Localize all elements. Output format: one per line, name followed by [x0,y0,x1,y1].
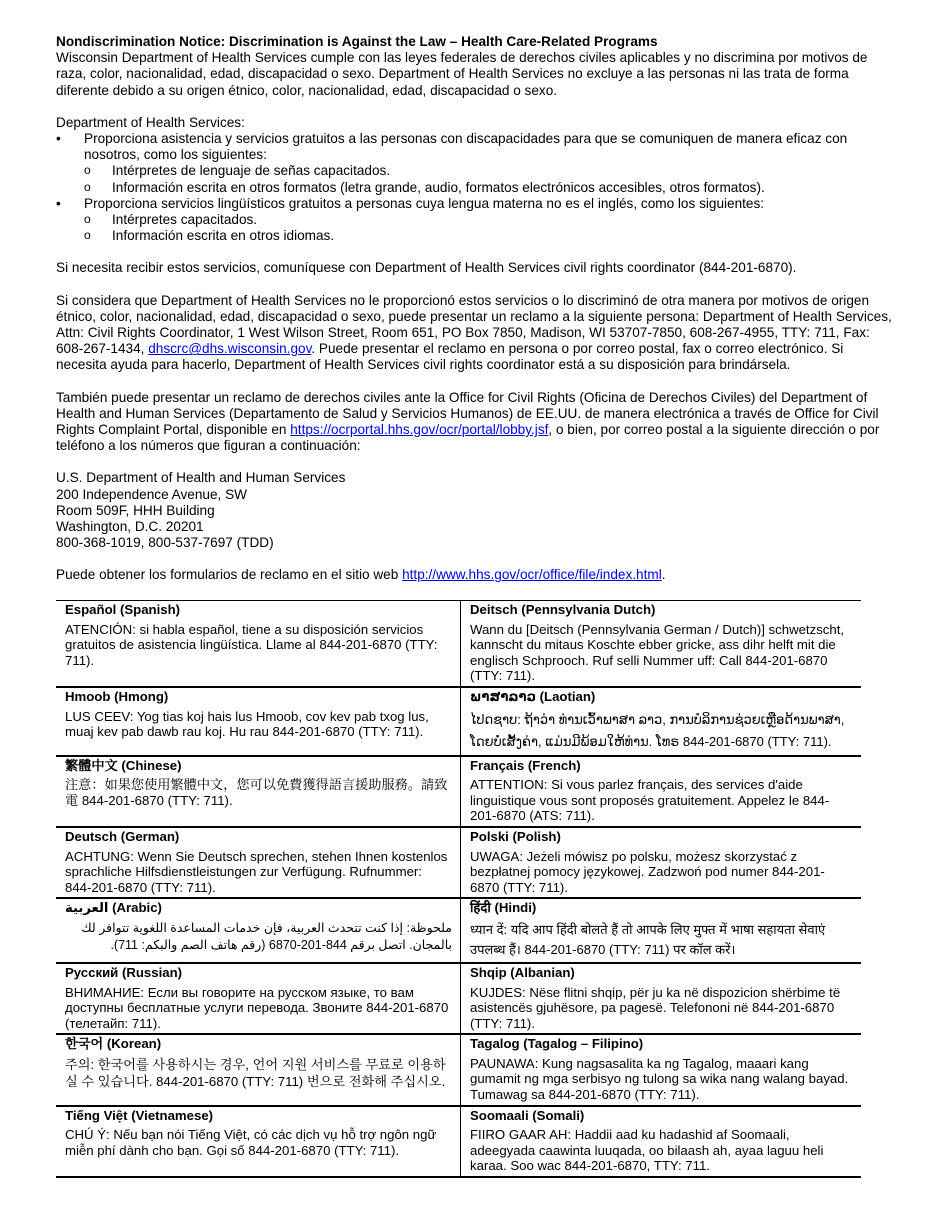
dept-label: Department of Health Services: [56,114,245,130]
language-text: ملحوظة: إذا كنت تتحدث العربية، فإن خدمات المساعدة اللغوية تتوافر لك بالمجان. اتصل برقم 844-201-6870 (رقم هاتف الصم والبكم: 711). [81,920,452,952]
language-header: Tiếng Việt (Vietnamese) [65,1107,214,1123]
table-row [56,963,861,1034]
language-text: ATENCIÓN: si habla español, tiene a su disposición servicios gratuitos de asistencia lingüística. Llame al 844-201-6870 (TTY: 711). [65,621,438,668]
table-row [56,898,861,963]
language-header: ພາສາລາວ (Laotian) [470,688,596,704]
language-text: FIIRO GAAR AH: Haddii aad ku hadashid af Soomaali, adeegyada caawinta luuqada, oo bilaash ah, ayaa laguu heli karaa. Soo wac 844-201-6870, TTY: 711. [470,1127,824,1174]
language-cell-hmong [56,687,461,756]
language-cell-hindi [461,898,862,963]
table-row [56,601,861,687]
language-header: Soomaali (Somali) [470,1107,585,1123]
language-header: Shqip (Albanian) [470,964,575,980]
language-cell-pennsylvania-dutch [461,601,862,687]
table-row [56,756,861,827]
table-row [56,1034,861,1105]
language-cell-arabic [56,898,461,963]
address-line: U.S. Department of Health and Human Services [56,470,346,486]
list-item: o Intérpretes capacitados. [84,212,896,228]
ocr-portal-link[interactable]: https://ocrportal.hhs.gov/ocr/portal/lobby.jsf [290,422,549,438]
notice [56,34,896,584]
address-line: Washington, D.C. 20201 [56,519,204,535]
complaint-text-end: . Puede presentar el reclamo en persona o por correo postal, fax o correo electrónico. Si necesita ayuda para hacerlo, Department of Health Services civil rights coordinator está a su disposición para brindársela. [56,341,844,373]
language-cell-laotian [461,687,862,756]
list-item: o Información escrita en otros formatos (letra grande, audio, formatos electrónicos accesibles, otros formatos). [84,180,896,196]
language-table [56,600,861,1178]
language-text: ACHTUNG: Wenn Sie Deutsch sprechen, stehen Ihnen kostenlos sprachliche Hilfsdienstleistungen zur Verfügung. Rufnummer: 844-201-6870 (TTY: 711). [65,848,448,895]
language-text: 注意：如果您使用繁體中文，您可以免費獲得語言援助服務。請致電 844-201-6870 (TTY: 711). [65,777,448,808]
language-cell-somali [461,1106,862,1177]
language-text: ध्यान दें: यदि आप हिंदी बोलते हैं तो आपके लिए मुफ्त में भाषा सहायता सेवाएं उपलब्ध हैं। 844-201-6870 (TTY: 711) पर कॉल करें। [470,921,826,957]
forms-text-end: . [661,567,666,583]
list-item: o Intérpretes de lenguaje de señas capacitados. [84,163,896,179]
language-header: Deutsch (German) [65,828,180,844]
services-list [56,131,896,244]
bullet-text: Proporciona servicios lingüísticos gratuitos a personas cuya lengua materna no es el inglés, como los siguientes: [84,195,765,211]
list-item: o Información escrita en otros idiomas. [84,228,896,244]
ocr-paragraph [56,390,896,455]
language-text: 주의: 한국어를 사용하시는 경우, 언어 지원 서비스를 무료로 이용하실 수 있습니다. 844-201-6870 (TTY: 711) 번으로 전화해 주십시오. [65,1056,446,1090]
language-cell-tagalog [461,1034,862,1105]
language-text: ВНИМАНИЕ: Если вы говорите на русском языке, то вам доступны бесплатные услуги перевода. Звоните 844-201-6870 (телетайп: 711). [65,984,449,1031]
list-item [56,131,896,196]
language-cell-german [56,827,461,898]
language-text: ATTENTION: Si vous parlez français, des services d'aide linguistique vous sont proposés gratuitement. Appelez le 844-201-6870 (ATS: 711). [470,777,830,824]
language-cell-vietnamese [56,1106,461,1177]
ocr-text: También puede presentar un reclamo de derechos civiles ante la Office for Civil Rights (Oficina de Derechos Civiles) del Department of Health and Human Services (Departamento de Salud y Servicios Humanos) de EE.UU. de manera electrónica a través de Office for Civil Rights Complaint Portal, disponible en [56,389,879,438]
language-header: 繁體中文 (Chinese) [65,757,182,773]
language-cell-korean [56,1034,461,1105]
language-header: Polski (Polish) [470,828,561,844]
language-header: Deitsch (Pennsylvania Dutch) [470,602,656,617]
address-line: 800-368-1019, 800-537-7697 (TDD) [56,535,274,551]
list-item [56,196,896,245]
language-header: 한국어 (Korean) [65,1036,162,1052]
forms-text: Puede obtener los formularios de reclamo en el sitio web [56,567,403,583]
sub-list [84,212,896,244]
language-text: ໄປດຊາບ: ຖ້າວ່າ ທ່ານເວົ້າພາສາ ລາວ, ການບໍລິການຊ່ວຍເຫຼືອດ້ານພາສາ, ໂດຍບໍ່ເສັ້ງຄ່າ, ແມ່ນມີພ້ອມໃຫ້ທ່ານ. ໂທຣ 844-201-6870 (TTY: 711). [470,711,845,749]
address-line: Room 509F, HHH Building [56,502,215,518]
forms-paragraph [56,567,896,583]
complaint-text: Si considera que Department of Health Services no le proporcionó estos servicios o lo discriminó de otra manera por motivos de origen étnico, color, nacionalidad, edad, discapacidad o sexo, puede presentar un reclamo a la siguiente persona: Department of Health Services, Attn: Civil Rights Coordinator, 1 West Wilson Street, Room 651, PO Box 7850, Madison, WI 53707-7850, 608-267-4955, TTY: 711, Fax: 608-267-1434, [56,292,892,357]
language-text: LUS CEEV: Yog tias koj hais lus Hmoob, cov kev pab txog lus, muaj kev pab dawb rau koj. Hu rau 844-201-6870 (TTY: 711). [65,708,429,740]
ocr-text-end: , o bien, por correo postal a la siguiente dirección o por teléfono a los números que figuran a continuación: [56,422,880,454]
language-cell-russian [56,963,461,1034]
notice-intro: Wisconsin Department of Health Services cumple con las leyes federales de derechos civiles aplicables y no discrimina por motivos de raza, color, nacionalidad, edad, discapacidad o sexo. Department of Health Services no excluye a las personas ni las trata de forma diferente debido a su origen étnico, color, nacionalidad, edad, discapacidad o sexo. [56,50,868,98]
address-line: 200 Independence Avenue, SW [56,486,247,502]
contact-paragraph: Si necesita recibir estos servicios, comuníquese con Department of Health Services civil rights coordinator (844-201-6870). [56,260,797,276]
language-cell-albanian [461,963,862,1034]
language-text: PAUNAWA: Kung nagsasalita ka ng Tagalog, maaari kang gumamit ng mga serbisyo ng tulong sa wika nang walang bayad. Tumawag sa 844-201-6870 (TTY: 711). [470,1055,849,1103]
table-row [56,687,861,756]
language-text: CHÚ Ý: Nếu bạn nói Tiếng Việt, có các dịch vụ hỗ trợ ngôn ngữ miễn phí dành cho bạn. Gọi số 844-201-6870 (TTY: 711). [65,1127,437,1158]
complaint-paragraph [56,293,896,374]
language-header: العربية (Arabic) [65,900,162,916]
language-cell-french [461,756,862,827]
table-row [56,1106,861,1177]
language-header: Hmoob (Hmong) [65,688,169,704]
email-link[interactable]: dhscrc@dhs.wisconsin.gov [148,341,312,357]
language-cell-chinese [56,756,461,827]
language-header: हिंदी (Hindi) [470,900,537,916]
language-header: Русский (Russian) [65,964,183,980]
forms-link[interactable]: http://www.hhs.gov/ocr/office/file/index.html [402,567,662,583]
language-text: KUJDES: Nëse flitni shqip, për ju ka në dispozicion shërbime të asistencës gjuhësore, pa pagesë. Telefononi në 844-201-6870 (TTY: 711). [470,984,841,1031]
language-header: Tagalog (Tagalog – Filipino) [470,1036,644,1052]
bullet-text: Proporciona asistencia y servicios gratuitos a las personas con discapacidades para que se comuniquen de manera eficaz con nosotros, como los siguientes: [84,131,848,163]
language-cell-polish [461,827,862,898]
language-header: Français (French) [470,757,581,773]
language-text: Wann du [Deitsch (Pennsylvania German / Dutch)] schwetzscht, kannscht du mitaus Koschte ebber gricke, ass dihr helft mit die englisch Schprooch. Ruf selli Nummer uff: Call 844-201-6870 (TTY: 711). [470,621,845,684]
language-header: Español (Spanish) [65,602,181,617]
table-row [56,827,861,898]
language-text: UWAGA: Jeżeli mówisz po polsku, możesz skorzystać z bezpłatnej pomocy językowej. Zadzwoń pod numer 844-201-6870 (TTY: 711). [470,848,825,895]
sub-list [84,163,896,195]
notice-title: Nondiscrimination Notice: Discrimination is Against the Law – Health Care-Related Programs [56,34,658,49]
language-cell-spanish [56,601,461,687]
address-block [56,470,896,551]
